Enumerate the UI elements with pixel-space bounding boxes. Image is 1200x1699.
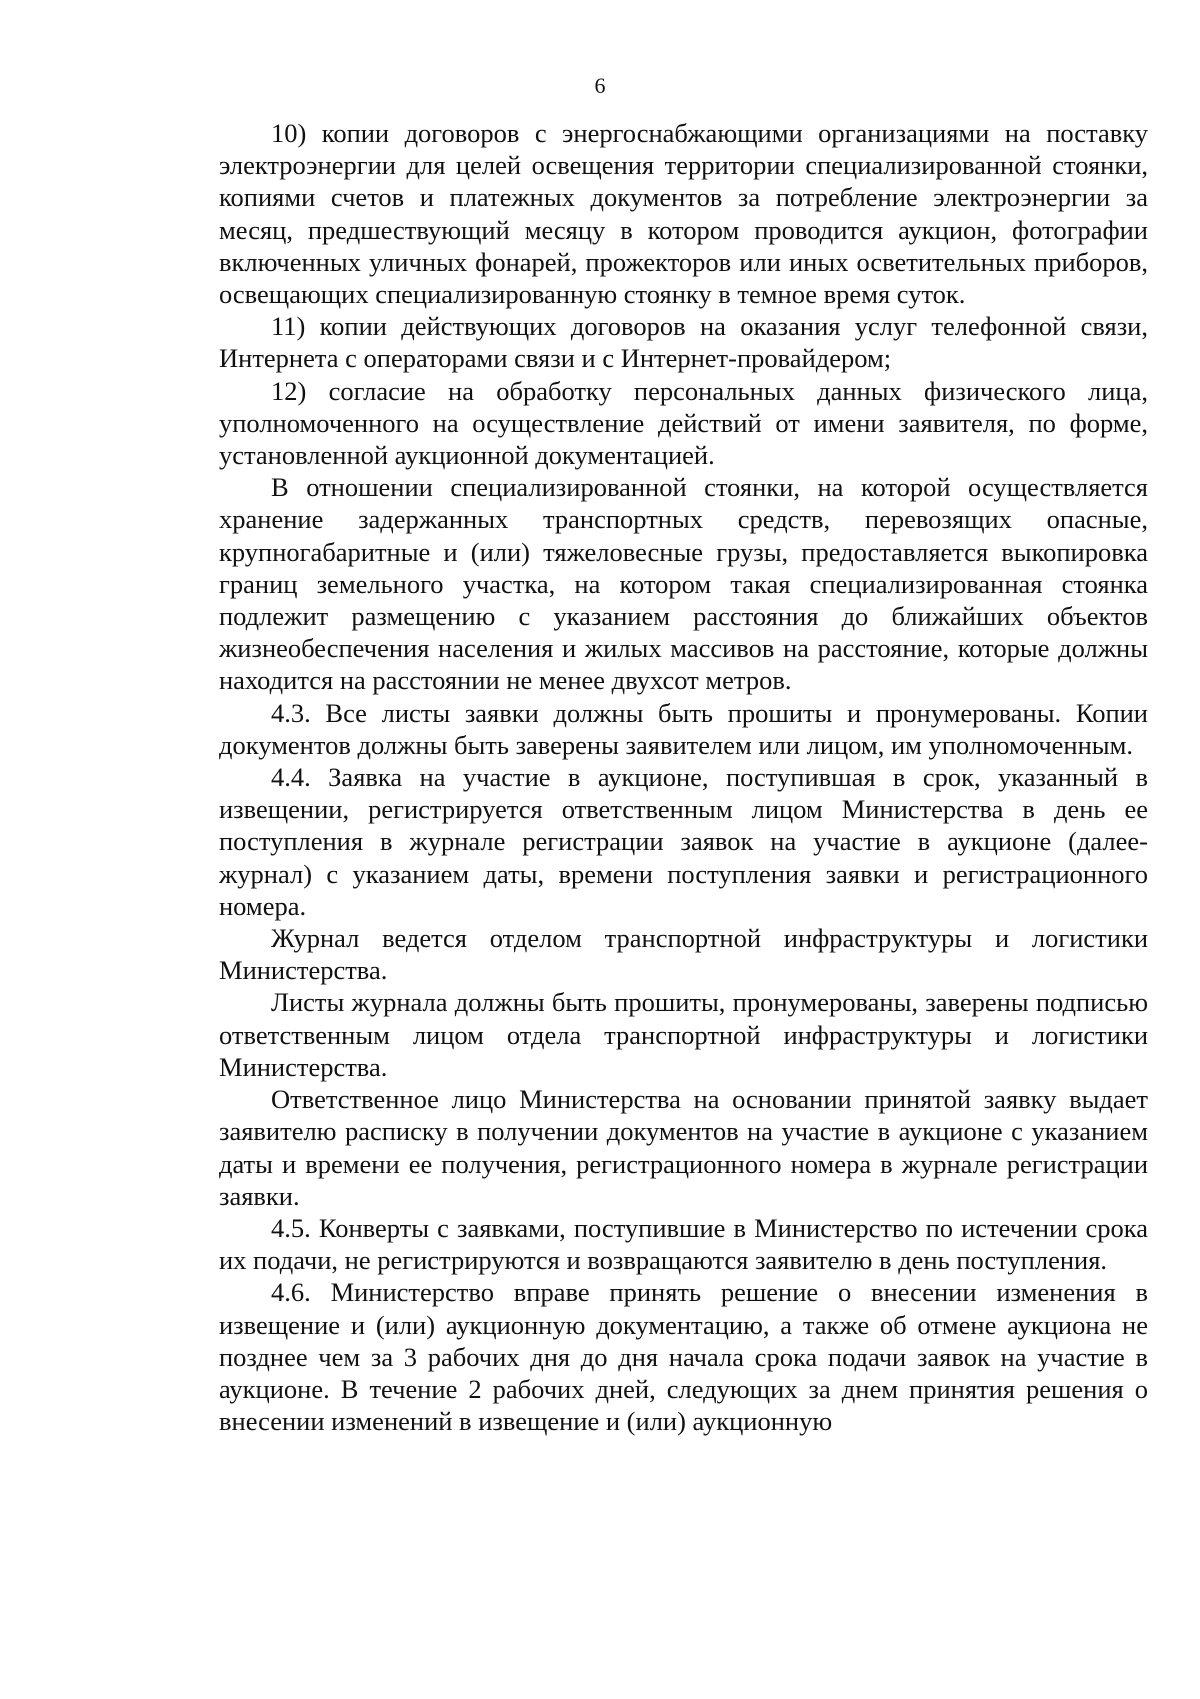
paragraph-item-12: 12) согласие на обработку персональных данных физического лица, уполномоченного на осуществление действий от имени заявителя, по форме, установленной аукционной документацией. xyxy=(219,375,1148,471)
paragraph-journal-keeping: Журнал ведется отделом транспортной инфраструктуры и логистики Министерства. xyxy=(219,923,1148,986)
paragraph-section-4-4: 4.4. Заявка на участие в аукционе, поступившая в срок, указанный в извещении, регистрируется ответственным лицом Министерства в день ее поступления в журнале регистрации заявок на участие в аукционе (далее-журнал) с указанием даты, времени поступления заявки и регистрационного номера. xyxy=(219,762,1148,921)
page-number: 6 xyxy=(594,73,606,98)
paragraph-item-11: 11) копии действующих договоров на оказания услуг телефонной связи, Интернета с операторами связи и с Интернет-провайдером; xyxy=(219,311,1148,374)
document-body xyxy=(219,117,1148,1437)
paragraph-receipt: Ответственное лицо Министерства на основании принятой заявку выдает заявителю расписку в получении документов на участие в аукционе с указанием даты и времени ее получения, регистрационного номера в журнале регистрации заявки. xyxy=(219,1084,1148,1211)
paragraph-section-4-3: 4.3. Все листы заявки должны быть прошиты и пронумерованы. Копии документов должны быть заверены заявителем или лицом, им уполномоченным. xyxy=(219,697,1148,760)
paragraph-journal-sheets: Листы журнала должны быть прошиты, пронумерованы, заверены подписью ответственным лицом отдела транспортной инфраструктуры и логистики Министерства. xyxy=(219,987,1148,1082)
paragraph-item-10: 10) копии договоров с энергоснабжающими организациями на поставку электроэнергии для целей освещения территории специализированной стоянки, копиями счетов и платежных документов за потребление электроэнергии за месяц, предшествующий месяцу в котором проводится аукцион, фотографии включенных уличных фонарей, прожекторов или иных осветительных приборов, освещающих специализированную стоянку в темное время суток. xyxy=(219,118,1148,310)
paragraph-section-4-5: 4.5. Конверты с заявками, поступившие в Министерство по истечении срока их подачи, не регистрируются и возвращаются заявителю в день поступления. xyxy=(219,1212,1148,1276)
paragraph-special-parking: В отношении специализированной стоянки, на которой осуществляется хранение задержанных транспортных средств, перевозящих опасные, крупногабаритные и (или) тяжеловесные грузы, предоставляется выкопировка границ земельного участка, на котором такая специализированная стоянка подлежит размещению с указанием расстояния до ближайших объектов жизнеобеспечения населения и жилых массивов на расстояние, которые должны находится на расстоянии не менее двухсот метров. xyxy=(219,472,1148,696)
paragraph-section-4-6: 4.6. Министерство вправе принять решение о внесении изменения в извещение и (или) аукционную документацию, а также об отмене аукциона не позднее чем за 3 рабочих дня до дня начала срока подачи заявок на участие в аукционе. В течение 2 рабочих дней, следующих за днем принятия решения о внесении изменений в извещение и (или) аукционную xyxy=(219,1277,1148,1437)
